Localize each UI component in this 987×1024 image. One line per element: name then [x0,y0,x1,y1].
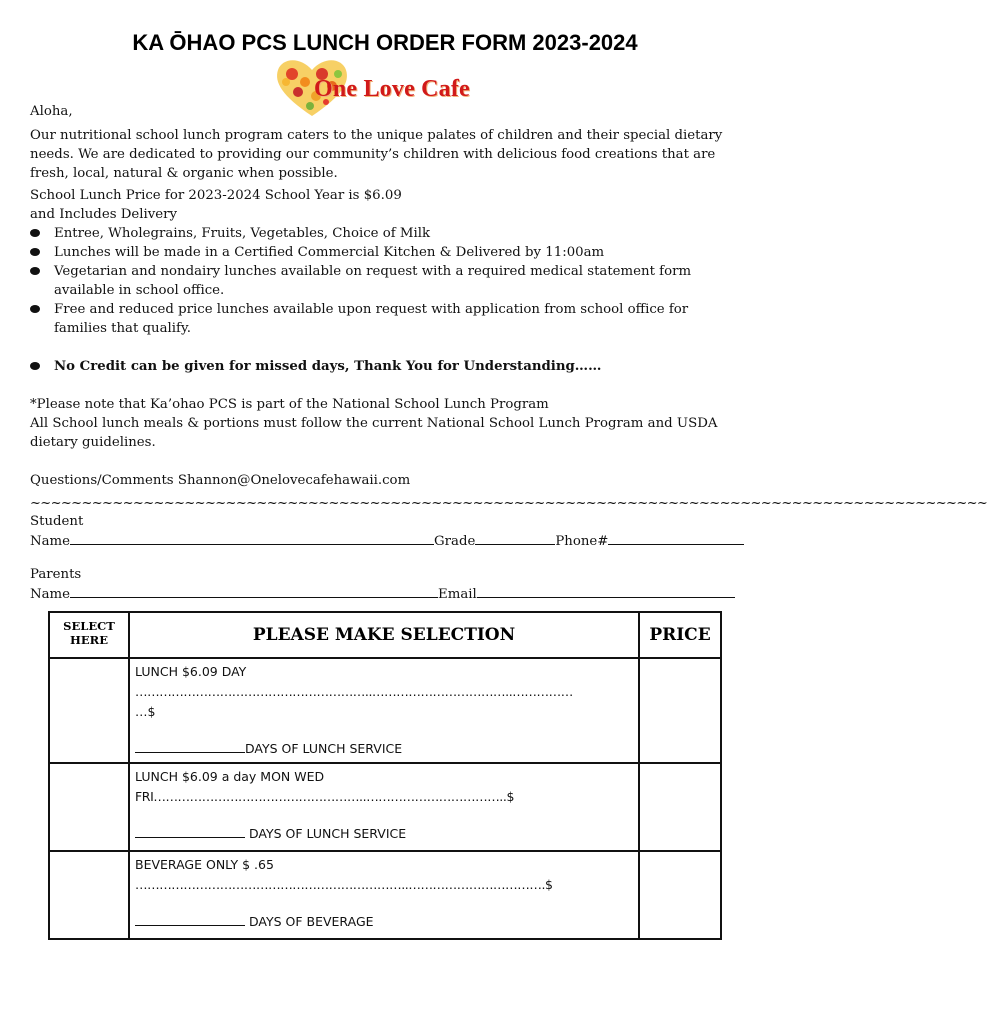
email-field[interactable] [477,585,735,598]
select-cell[interactable] [49,658,129,763]
table-row [49,763,721,851]
intro-paragraph: Our nutritional school lunch program caters to the unique palates of children and their special dietary needs. We are dedicated to providing our community’s children with delicious food creations that are fresh, local, natural & organic when possible. [30,128,723,181]
select-cell[interactable] [49,851,129,939]
item-label: LUNCH $6.09 DAY [135,664,247,679]
leader-tail: …$ [135,704,156,719]
price-cell[interactable] [639,851,721,939]
bullet-icon [30,362,40,370]
bullet-icon [30,248,40,256]
parents-label: Parents [30,567,82,582]
program-note-line1: *Please note that Ka’ohao PCS is part of the National School Lunch Program [30,397,549,412]
select-cell[interactable] [49,763,129,851]
price-cell[interactable] [639,763,721,851]
greeting: Aloha, [30,104,73,119]
parents-name-label: Name [30,587,71,602]
phone-label: Phone# [555,534,609,549]
days-label: DAYS OF LUNCH SERVICE [245,741,403,756]
phone-field[interactable] [608,532,744,545]
intro-section [30,102,730,490]
bullet-item: Entree, Wholegrains, Fruits, Vegetables, Choice of Milk [30,224,730,243]
parents-name-field[interactable] [70,585,438,598]
bullet-icon [30,305,40,313]
item-label: LUNCH $6.09 a day MON WED [135,769,325,784]
price-line: School Lunch Price for 2023-2024 School Year is $6.09 [30,188,402,203]
no-credit-notice: No Credit can be given for missed days, Thank You for Understanding…… [30,357,730,376]
parents-row [30,585,735,602]
contact-line: Questions/Comments Shannon@Onelovecafehawaii.com [30,473,411,488]
bullet-icon [30,229,40,237]
order-table [48,611,722,940]
bullet-item: Lunches will be made in a Certified Commercial Kitchen & Delivered by 11:00am [30,243,730,262]
select-header: SELECT HERE [49,612,129,658]
selection-header: PLEASE MAKE SELECTION [129,612,639,658]
form-title: KA ŌHAO PCS LUNCH ORDER FORM 2023-2024 [132,30,638,55]
table-header-row [49,612,721,658]
bullet-item: Free and reduced price lunches available upon request with application from school office for families that qualify. [30,300,730,338]
delivery-line: and Includes Delivery [30,207,178,222]
table-row [49,658,721,763]
student-row [30,532,735,549]
student-label: Student [30,514,84,529]
price-header: PRICE [639,612,721,658]
leader-dots: …………………………………………………..……………………………..…………… [135,684,573,699]
days-field[interactable] [135,825,245,838]
price-cell[interactable] [639,658,721,763]
logo-text: One Love Cafe [314,76,470,102]
table-row [49,851,721,939]
selection-cell [129,658,639,763]
student-name-field[interactable] [70,532,434,545]
leader-dots: …………………………………………………………..…………………………….$ [135,877,553,892]
student-name-label: Name [30,534,71,549]
days-label: DAYS OF BEVERAGE [245,914,374,929]
bullet-icon [30,267,40,275]
days-field[interactable] [135,913,245,926]
program-note-line2: All School lunch meals & portions must follow the current National School Lunch Program and USDA dietary guidelines. [30,416,718,450]
bullet-item: Vegetarian and nondairy lunches available on request with a required medical statement form available in school office. [30,262,730,300]
item-label: BEVERAGE ONLY $ .65 [135,857,274,872]
selection-cell [129,851,639,939]
email-label: Email [438,587,477,602]
grade-label: Grade [434,534,476,549]
days-label: DAYS OF LUNCH SERVICE [245,826,407,841]
days-field[interactable] [135,740,245,753]
grade-field[interactable] [475,532,555,545]
leader-dots: FRI……………………………………………..……………………………..$ [135,789,515,804]
divider: ~~~~~~~~~~~~~~~~~~~~~~~~~~~~~~~~~~~~~~~~~~~~~~~~~~~~~~~~~~~~~~~~~~~~~~~~~~~~~~~~~~~~~~~~~~~~~ [30,496,987,511]
selection-cell [129,763,639,851]
